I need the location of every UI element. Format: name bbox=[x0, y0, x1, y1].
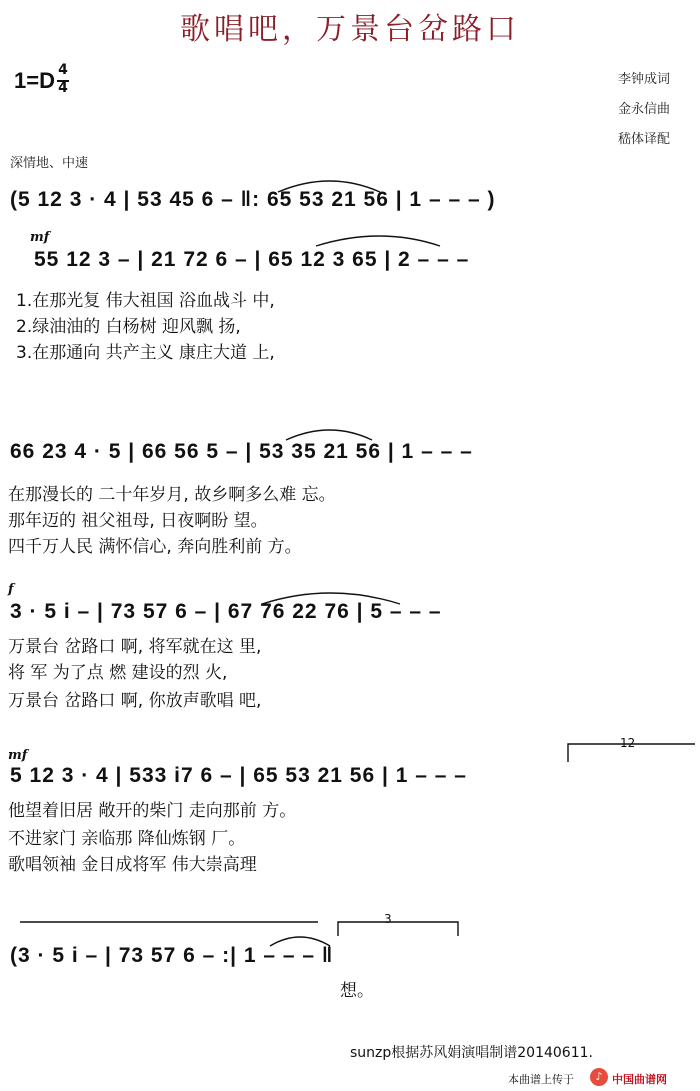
volta-bracket-12 bbox=[568, 744, 695, 762]
notation-line-1: (5 12 3 · 4 | 53 45 6 – ‖: 65 53 21 56 | 1 – – – ) bbox=[10, 188, 496, 211]
volta-ending-12: 12 bbox=[620, 736, 636, 750]
lyric-line-5-verse-3: 歌唱领袖 金日成将军 伟大崇高理 bbox=[8, 855, 257, 875]
tempo-marking: 深情地、中速 bbox=[10, 156, 89, 171]
upload-note: 本曲谱上传于 bbox=[508, 1073, 574, 1086]
volta-bracket-3 bbox=[338, 922, 458, 936]
dynamic-mark-f: f bbox=[8, 582, 14, 597]
lyric-line-4-verse-1: 万景台 岔路口 啊, 将军就在这 里, bbox=[8, 637, 262, 657]
lyric-line-5-verse-1: 他望着旧居 敞开的柴门 走向那前 方。 bbox=[8, 801, 297, 821]
lyricist-credit: 李钟成词 bbox=[618, 72, 671, 87]
slur-3 bbox=[286, 430, 372, 440]
slur-2 bbox=[316, 236, 440, 246]
lyric-line-4-verse-2: 将 军 为了点 燃 建设的烈 火, bbox=[8, 663, 228, 683]
key-signature: 1=D bbox=[14, 68, 55, 93]
composer-credit: 金永信曲 bbox=[618, 102, 671, 117]
page-title: 歌唱吧，万景台岔路口 bbox=[180, 12, 520, 47]
slur-5 bbox=[270, 937, 330, 946]
lyric-line-2-verse-2: 2.绿油油的 白杨树 迎风飘 扬, bbox=[16, 317, 241, 337]
notation-line-5: 5 12 3 · 4 | 533 i7 6 – | 65 53 21 56 | 1 – – – bbox=[10, 764, 467, 787]
lyric-line-4-verse-3: 万景台 岔路口 啊, 你放声歌唱 吧, bbox=[8, 691, 262, 711]
lyric-line-2-verse-3: 3.在那通向 共产主义 康庄大道 上, bbox=[16, 343, 275, 363]
slur-1 bbox=[278, 181, 380, 192]
lyric-line-2-verse-1: 1.在那光复 伟大祖国 浴血战斗 中, bbox=[16, 291, 275, 311]
lyric-line-3-verse-3: 四千万人民 满怀信心, 奔向胜利前 方。 bbox=[8, 537, 302, 557]
lyric-line-5-verse-2: 不进家门 亲临那 降仙炼钢 厂。 bbox=[8, 829, 246, 849]
site-brand[interactable]: 中国曲谱网 bbox=[612, 1073, 667, 1086]
volta-ending-3: 3 bbox=[384, 912, 392, 926]
dynamic-mark-mf: mf bbox=[30, 230, 50, 245]
site-logo-icon: ♪ bbox=[590, 1068, 608, 1086]
lyric-line-3-verse-2: 那年迈的 祖父祖母, 日夜啊盼 望。 bbox=[8, 511, 268, 531]
lyric-line-6: 想。 bbox=[340, 981, 374, 1001]
slur-4 bbox=[262, 593, 400, 604]
notation-line-4: 3 · 5 i – | 73 57 6 – | 67 76 22 76 | 5 – – – bbox=[10, 600, 442, 623]
notation-line-6: (3 · 5 i – | 73 57 6 – :| 1 – – – ‖ bbox=[10, 944, 334, 967]
time-signature-bottom: 4 bbox=[58, 80, 68, 96]
notation-line-2: 55 12 3 – | 21 72 6 – | 65 12 3 65 | 2 – – – bbox=[34, 248, 470, 271]
arranger-credit: 嵇体译配 bbox=[618, 132, 671, 147]
dynamic-mark-mf-2: mf bbox=[8, 748, 28, 763]
lyric-line-3-verse-1: 在那漫长的 二十年岁月, 故乡啊多么难 忘。 bbox=[8, 485, 336, 505]
notation-line-3: 66 23 4 · 5 | 66 56 5 – | 53 35 21 56 | 1 – – – bbox=[10, 440, 473, 463]
transcription-note: sunzp根据苏风娟演唱制谱20140611. bbox=[350, 1045, 593, 1061]
time-signature-top: 4 bbox=[58, 62, 68, 78]
